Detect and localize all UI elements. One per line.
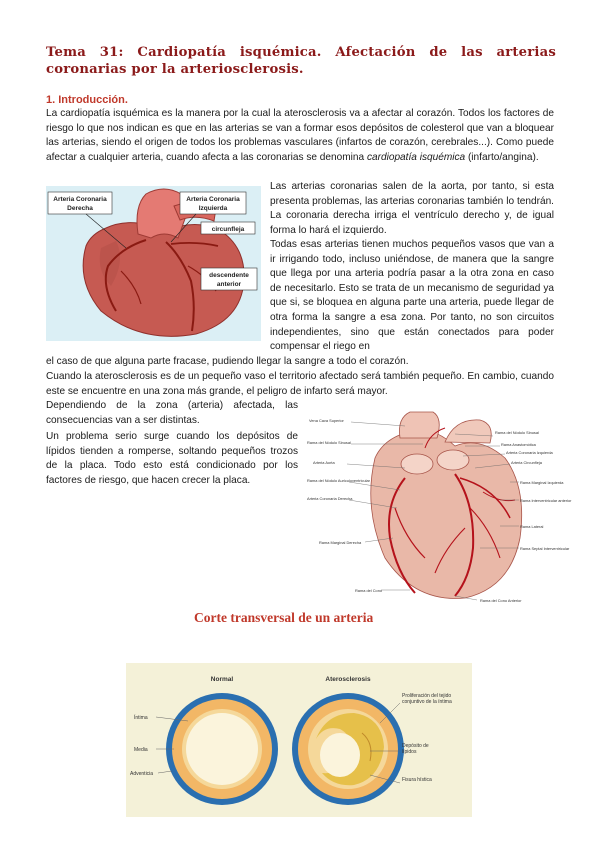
label-circumflex: circunfleja <box>211 226 245 233</box>
detailed-heart-figure <box>305 408 572 608</box>
label-media: Media <box>134 747 148 753</box>
label-intima: Íntima <box>134 715 148 721</box>
label-lipid-deposit: Depósito de lípidos <box>402 743 429 755</box>
label-anastomotic: Rama Anastomótica <box>501 442 536 447</box>
figure-caption: Corte transversal de un arteria <box>194 610 374 625</box>
artery-cross-section-figure <box>126 663 472 817</box>
label-conus: Rama del Cono <box>355 588 383 593</box>
label-proliferation-box <box>402 693 470 723</box>
label-left-coronary-2: Izquierda <box>198 205 228 212</box>
label-vena-cava: Vena Cava Superior <box>309 418 344 423</box>
title-normal: Normal <box>210 676 234 683</box>
label-av-node: Rama del Nódulo Auriculoventricular <box>307 478 370 483</box>
label-lateral: Rama Lateral <box>520 524 544 529</box>
section-heading: 1. Introducción. <box>46 94 128 106</box>
paragraph-problema: Un problema serio surge cuando los depósitos de lípidos tienden a romperse, soltando pequeños trozos de la placa. Todo esto está condicionado por los factores de riesgo, que hacen crecer la placa. <box>46 431 298 486</box>
paragraph-vasos: Todas esas arterias tienen muchos pequeños vasos que van a ir irrigando todo, incluso uniéndose, de manera que la sangre que llega por una arteria podría pasar a la otra zona en caso de necesitarlo. Esto se trata de un mecanismo de seguridad ya que si, se bloquea en alguna parte una arteria, puede llegar de otra forma la sangre a esa zona. Por tanto, no son circuitos independientes, sino que están conectados para poder compensar el riego en <box>270 239 554 353</box>
label-adventicia: Adventicia <box>130 771 154 777</box>
label-right-coronary-1: Arteria Coronaria <box>53 196 107 203</box>
label-fissure: Fisura hística <box>402 777 432 783</box>
artery-cross-section-illustration <box>126 663 472 817</box>
paragraph-intro-end: (infarto/angina). <box>465 151 539 163</box>
paragraph-intro-text: La cardiopatía isquémica es la manera por la cual la aterosclerosis va a afectar al corazón. Todos los factores de riesgo lo que nos indican es que en las arterias se van a formar esos depósitos de colesterol que van a bloquear las arterias, siendo el origen de todos los problemas vasculares (infartos de corazón, cerebrales...). Como puede afectar a cualquier arteria, cuando afecta a las coronarias se denomina <box>46 108 554 163</box>
paragraph-territorio: Cuando la aterosclerosis es de un pequeño vaso el territorio afectado será también pequeño. En cambio, cuando este se encuentre en una zona más grande, el peligro de infarto será mayor. <box>46 371 554 397</box>
label-aorta: Arteria Aorta <box>313 460 335 465</box>
detailed-heart-illustration <box>305 408 572 608</box>
label-right-coronary-2: Derecha <box>67 205 93 212</box>
paragraph-zona: Dependiendo de la zona (arteria) afectada, las consecuencias van a ser distintas. <box>46 400 298 426</box>
label-anterior-conus: Rama del Cono Anterior <box>480 598 522 603</box>
label-left-coronary-1: Arteria Coronaria <box>186 196 240 203</box>
label-septal: Rama Septal Interventricular <box>520 546 570 551</box>
label-descending-2: anterior <box>216 281 242 288</box>
label-sinus-node-right: Rama del Nódulo Sinusal <box>495 430 539 435</box>
label-fissure-box <box>402 777 452 797</box>
paragraph-vasos-end: el caso de que alguna parte fracase, pudiendo llegar la sangre a todo el corazón. <box>46 356 409 367</box>
label-sinus-node-left: Rama del Nódulo Sinusal <box>307 440 351 445</box>
label-descending-1: descendente <box>209 272 249 279</box>
title-atherosclerosis: Aterosclerosis <box>325 676 371 683</box>
page-title: Tema 31: Cardiopatía isquémica. Afectación de las arterias coronarias por la arteriosclerosis. <box>46 45 556 77</box>
coronary-heart-illustration <box>46 186 261 341</box>
label-left-marginal: Rama Marginal Izquierda <box>520 480 564 485</box>
label-circumflex-artery: Arteria Circunfleja <box>511 460 542 465</box>
label-proliferation: Proliferación del tejido conjuntivo de la íntima <box>402 693 452 705</box>
coronary-heart-figure <box>46 186 261 341</box>
label-right-marginal: Rama Marginal Derecha <box>319 540 362 545</box>
paragraph-intro <box>46 107 554 165</box>
label-anterior-interventricular: Rama Interventricular anterior <box>520 498 572 503</box>
label-left-coronary: Arteria Coronaria Izquierda <box>506 450 553 455</box>
label-right-coronary: Arteria Coronaria Derecha <box>307 496 353 501</box>
paragraph-intro-emphasis: cardiopatía isquémica <box>366 151 466 163</box>
label-lipid-box <box>402 743 452 763</box>
paragraph-coronarias: Las arterias coronarias salen de la aorta, por tanto, si esta presenta problemas, las arterias coronarias también lo tendrán. La coronaria derecha irriga el ventrículo derecho y, de igual forma lo hará el izquierdo. <box>270 181 554 236</box>
